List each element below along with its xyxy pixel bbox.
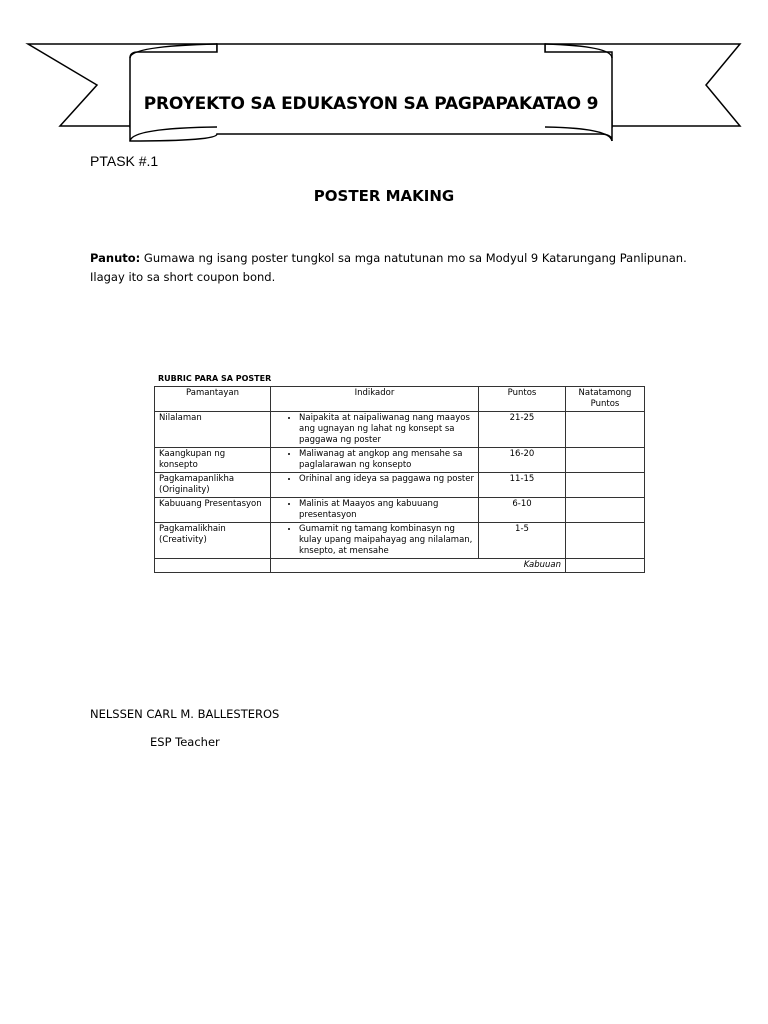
- document-title: POSTER MAKING: [313, 187, 455, 205]
- earned-points-cell: [566, 473, 645, 498]
- indicator-cell: [271, 523, 479, 559]
- indicator-cell: [271, 448, 479, 473]
- points-cell: 6-10: [479, 498, 566, 523]
- signer-role: ESP Teacher: [150, 735, 220, 749]
- total-label: Kabuuan: [271, 559, 566, 573]
- rubric-header-row: [155, 387, 645, 412]
- indicator-cell: [271, 412, 479, 448]
- indicator-text: • Orihinal ang ideya sa paggawa ng poster: [299, 474, 474, 485]
- earned-points-cell: [566, 498, 645, 523]
- earned-points-cell: [566, 448, 645, 473]
- criterion-cell: Kabuuang Presentasyon: [155, 498, 271, 523]
- header-criterion: Pamantayan: [155, 387, 271, 412]
- criterion-cell: Pagkamapanlikha (Originality): [155, 473, 271, 498]
- rubric-table: [154, 386, 645, 573]
- table-row: [155, 412, 645, 448]
- table-row: [155, 473, 645, 498]
- total-row: [155, 559, 645, 573]
- earned-points-cell: [566, 412, 645, 448]
- indicator-text: • Malinis at Maayos ang kabuuang presentasyon: [299, 499, 474, 521]
- total-value-cell: [566, 559, 645, 573]
- points-cell: 16-20: [479, 448, 566, 473]
- criterion-cell: Nilalaman: [155, 412, 271, 448]
- header-indicator: Indikador: [271, 387, 479, 412]
- indicator-text: • Naipakita at naipaliwanag nang maayos ang ugnayan ng lahat ng konsept sa paggawa ng poster: [299, 413, 474, 446]
- points-cell: 21-25: [479, 412, 566, 448]
- indicator-text: • Gumamit ng tamang kombinasyn ng kulay upang maipahayag ang nilalaman, knsepto, at mensahe: [299, 524, 474, 557]
- criterion-cell: Pagkamalikhain (Creativity): [155, 523, 271, 559]
- earned-points-cell: [566, 523, 645, 559]
- banner-title: PROYEKTO SA EDUKASYON SA PAGPAPAKATAO 9: [143, 94, 599, 114]
- header-points: Puntos: [479, 387, 566, 412]
- rubric-caption: RUBRIC PARA SA POSTER: [158, 374, 272, 383]
- instructions-label: Panuto:: [90, 251, 141, 265]
- instructions: [90, 249, 690, 287]
- total-empty-cell: [155, 559, 271, 573]
- header-earned-points: Natatamong Puntos: [566, 387, 645, 412]
- instructions-text-2: Ilagay ito sa short coupon bond.: [90, 270, 276, 284]
- instructions-line-1: [90, 249, 690, 268]
- points-cell: 1-5: [479, 523, 566, 559]
- indicator-text: • Maliwanag at angkop ang mensahe sa paglalarawan ng konsepto: [299, 449, 474, 471]
- title-banner: [0, 0, 768, 160]
- indicator-cell: [271, 473, 479, 498]
- table-row: [155, 523, 645, 559]
- table-row: [155, 498, 645, 523]
- indicator-cell: [271, 498, 479, 523]
- table-row: [155, 448, 645, 473]
- signer-name: NELSSEN CARL M. BALLESTEROS: [90, 707, 280, 721]
- instructions-text-1: Gumawa ng isang poster tungkol sa mga natutunan mo sa Modyul 9 Katarungang Panlipunan.: [143, 251, 687, 265]
- points-cell: 11-15: [479, 473, 566, 498]
- task-label: PTASK #.1: [90, 153, 159, 169]
- criterion-cell: Kaangkupan ng konsepto: [155, 448, 271, 473]
